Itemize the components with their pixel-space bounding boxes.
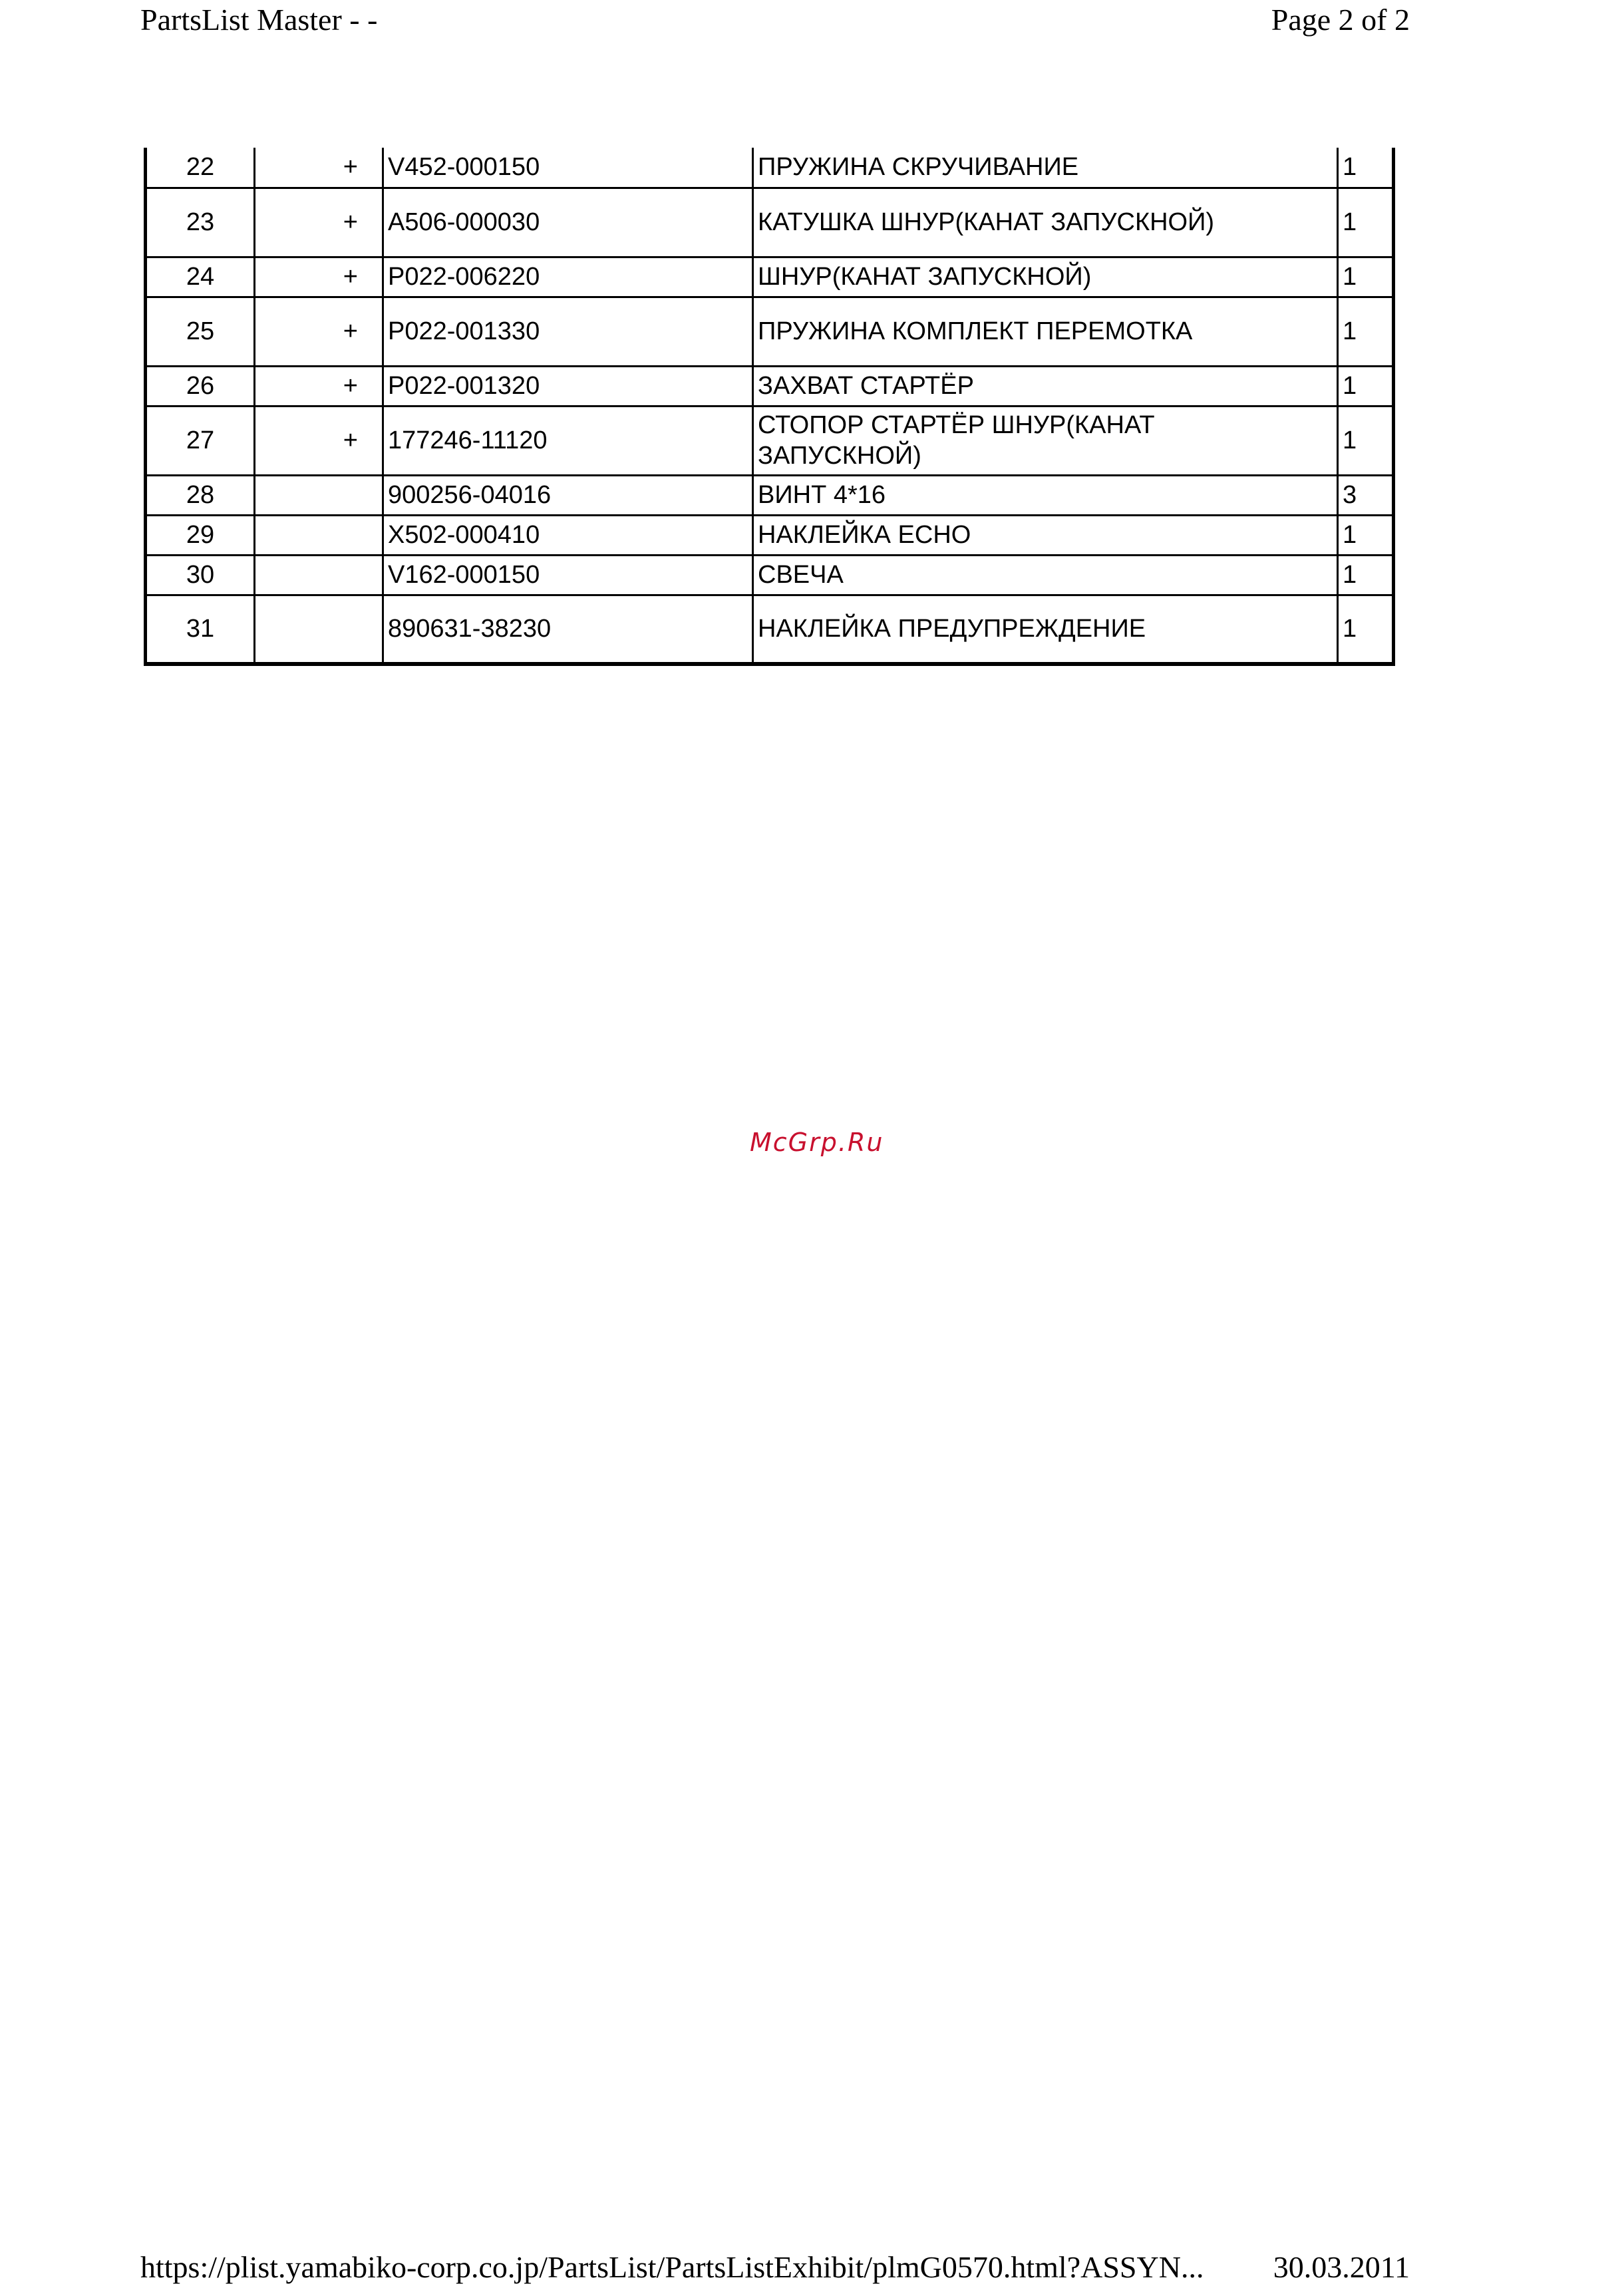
row-number: 29 [146,515,255,555]
part-description: ПРУЖИНА КОМПЛЕКТ ПЕРЕМОТКА [753,297,1338,366]
row-mark: + [255,257,383,297]
quantity: 1 [1338,406,1394,475]
table-row [146,406,1394,475]
quantity: 1 [1338,366,1394,406]
row-mark: + [255,366,383,406]
row-number: 24 [146,257,255,297]
part-number: X502-000410 [383,515,753,555]
table-row [146,148,1394,188]
quantity: 1 [1338,595,1394,664]
row-number: 31 [146,595,255,664]
quantity: 1 [1338,148,1394,188]
part-description: НАКЛЕЙКА ECHO [753,515,1338,555]
part-number: A506-000030 [383,188,753,257]
row-mark [255,515,383,555]
part-description: ВИНТ 4*16 [753,475,1338,515]
row-mark [255,555,383,595]
document-title: PartsList Master - - [140,3,378,37]
part-description: ЗАХВАТ СТАРТЁР [753,366,1338,406]
table-row [146,366,1394,406]
part-description: СТОПОР СТАРТЁР ШНУР(КАНАТ ЗАПУСКНОЙ) [753,406,1338,475]
row-mark: + [255,406,383,475]
part-description: СВЕЧА [753,555,1338,595]
part-number: P022-006220 [383,257,753,297]
quantity: 1 [1338,188,1394,257]
table-row [146,515,1394,555]
table-row [146,297,1394,366]
part-number: 890631-38230 [383,595,753,664]
part-description: КАТУШКА ШНУР(КАНАТ ЗАПУСКНОЙ) [753,188,1338,257]
part-description: НАКЛЕЙКА ПРЕДУПРЕЖДЕНИЕ [753,595,1338,664]
row-number: 30 [146,555,255,595]
part-number: P022-001330 [383,297,753,366]
row-number: 26 [146,366,255,406]
table-row [146,475,1394,515]
part-number: P022-001320 [383,366,753,406]
part-number: 177246-11120 [383,406,753,475]
row-number: 27 [146,406,255,475]
part-number: 900256-04016 [383,475,753,515]
row-number: 25 [146,297,255,366]
part-description: ШНУР(КАНАТ ЗАПУСКНОЙ) [753,257,1338,297]
quantity: 1 [1338,257,1394,297]
row-mark: + [255,148,383,188]
row-number: 28 [146,475,255,515]
part-number: V452-000150 [383,148,753,188]
parts-table-body [146,148,1394,664]
quantity: 1 [1338,555,1394,595]
row-mark: + [255,188,383,257]
row-number: 22 [146,148,255,188]
row-number: 23 [146,188,255,257]
table-row [146,257,1394,297]
parts-table [144,148,1395,666]
row-mark: + [255,297,383,366]
part-description: ПРУЖИНА СКРУЧИВАНИЕ [753,148,1338,188]
watermark: McGrp.Ru [750,1128,884,1157]
table-row [146,595,1394,664]
row-mark [255,475,383,515]
table-row [146,555,1394,595]
quantity: 1 [1338,297,1394,366]
row-mark [255,595,383,664]
table-row [146,188,1394,257]
quantity: 3 [1338,475,1394,515]
quantity: 1 [1338,515,1394,555]
footer-date: 30.03.2011 [1273,2250,1410,2284]
footer-url: https://plist.yamabiko-corp.co.jp/PartsList/PartsListExhibit/plmG0570.html?ASSYN... [140,2250,1204,2284]
page-number: Page 2 of 2 [1271,3,1410,37]
part-number: V162-000150 [383,555,753,595]
